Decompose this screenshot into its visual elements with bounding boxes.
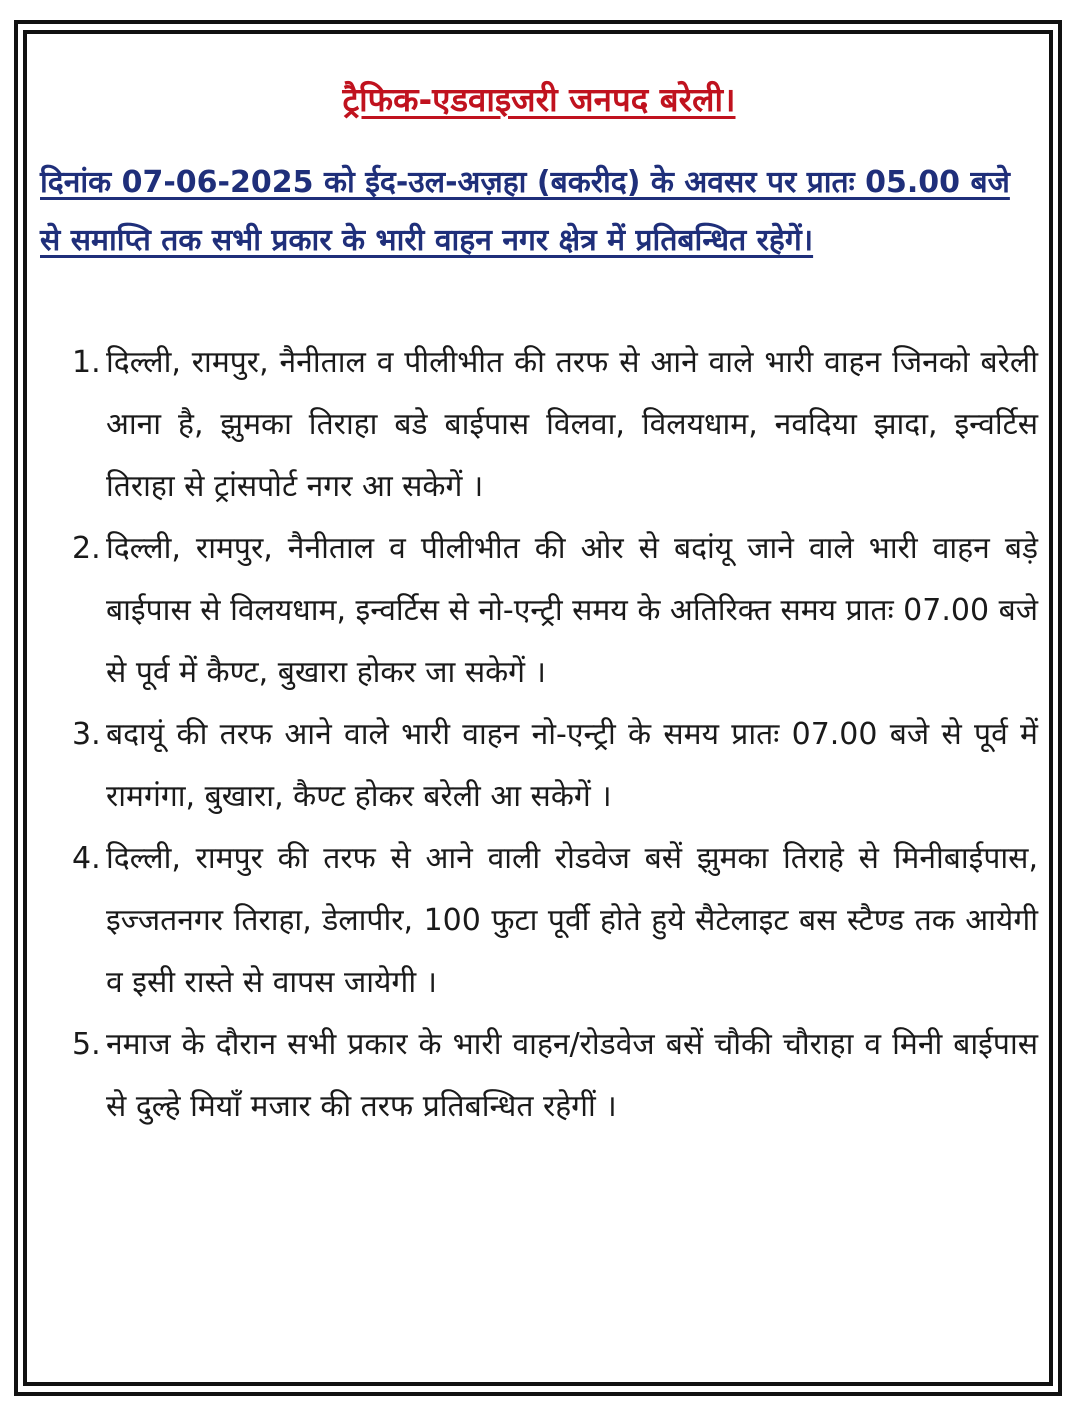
route-item-3: [72, 704, 1038, 828]
route-item-1: [72, 332, 1038, 518]
route-item-2: [72, 518, 1038, 704]
route-item-text: बदायूं की तरफ आने वाले भारी वाहन नो-एन्ट्री के समय प्रातः 07.00 बजे से पूर्व में रामगंगा, बुखारा, कैण्ट होकर बरेली आ सकेगें ।: [106, 717, 1038, 814]
route-item-text: नमाज के दौरान सभी प्रकार के भारी वाहन/रोडवेज बसें चौकी चौराहा व मिनी बाईपास से दुल्हे मियाँ मजार की तरफ प्रतिबन्धित रहेगीं ।: [106, 1027, 1038, 1124]
route-item-5: [72, 1014, 1038, 1138]
route-item-text: दिल्ली, रामपुर, नैनीताल व पीलीभीत की ओर से बदांयू जाने वाले भारी वाहन बड़े बाईपास से विलयधाम, इन्वर्टिस से नो-एन्ट्री समय के अतिरिक्त समय प्रातः 07.00 बजे से पूर्व में कैण्ट, बुखारा होकर जा सकेगें ।: [106, 531, 1038, 690]
route-item-4: [72, 828, 1038, 1014]
route-item-text: दिल्ली, रामपुर की तरफ से आने वाली रोडवेज बसें झुमका तिराहे से मिनीबाईपास, इज्जतनगर तिराहा, डेलापीर, 100 फुटा पूर्वी होते हुये सैटेलाइट बस स्टैण्ड तक आयेगी व इसी रास्ते से वापस जायेगी ।: [106, 841, 1038, 1000]
route-item-number: 1.: [72, 345, 101, 380]
route-item-number: 5.: [72, 1027, 101, 1062]
route-item-number: 2.: [72, 531, 101, 566]
route-item-number: 3.: [72, 717, 101, 752]
notice-subtitle: दिनांक 07-06-2025 को ईद-उल-अज़हा (बकरीद) के अवसर पर प्रातः 05.00 बजे से समाप्ति तक सभी प्रकार के भारी वाहन नगर क्षेत्र में प्रतिबन्धित रहेगें।: [40, 165, 1010, 258]
notice-title: ट्रैफिक-एडवाइजरी जनपद बरेली।: [342, 80, 736, 119]
notice-content: [40, 70, 1038, 1138]
route-list: [40, 332, 1038, 1138]
route-item-text: दिल्ली, रामपुर, नैनीताल व पीलीभीत की तरफ से आने वाले भारी वाहन जिनको बरेली आना है, झुमका तिराहा बडे बाईपास विलवा, विलयधाम, नवदिया झादा, इन्वर्टिस तिराहा से ट्रांसपोर्ट नगर आ सकेगें ।: [106, 345, 1038, 504]
route-item-number: 4.: [72, 841, 101, 876]
